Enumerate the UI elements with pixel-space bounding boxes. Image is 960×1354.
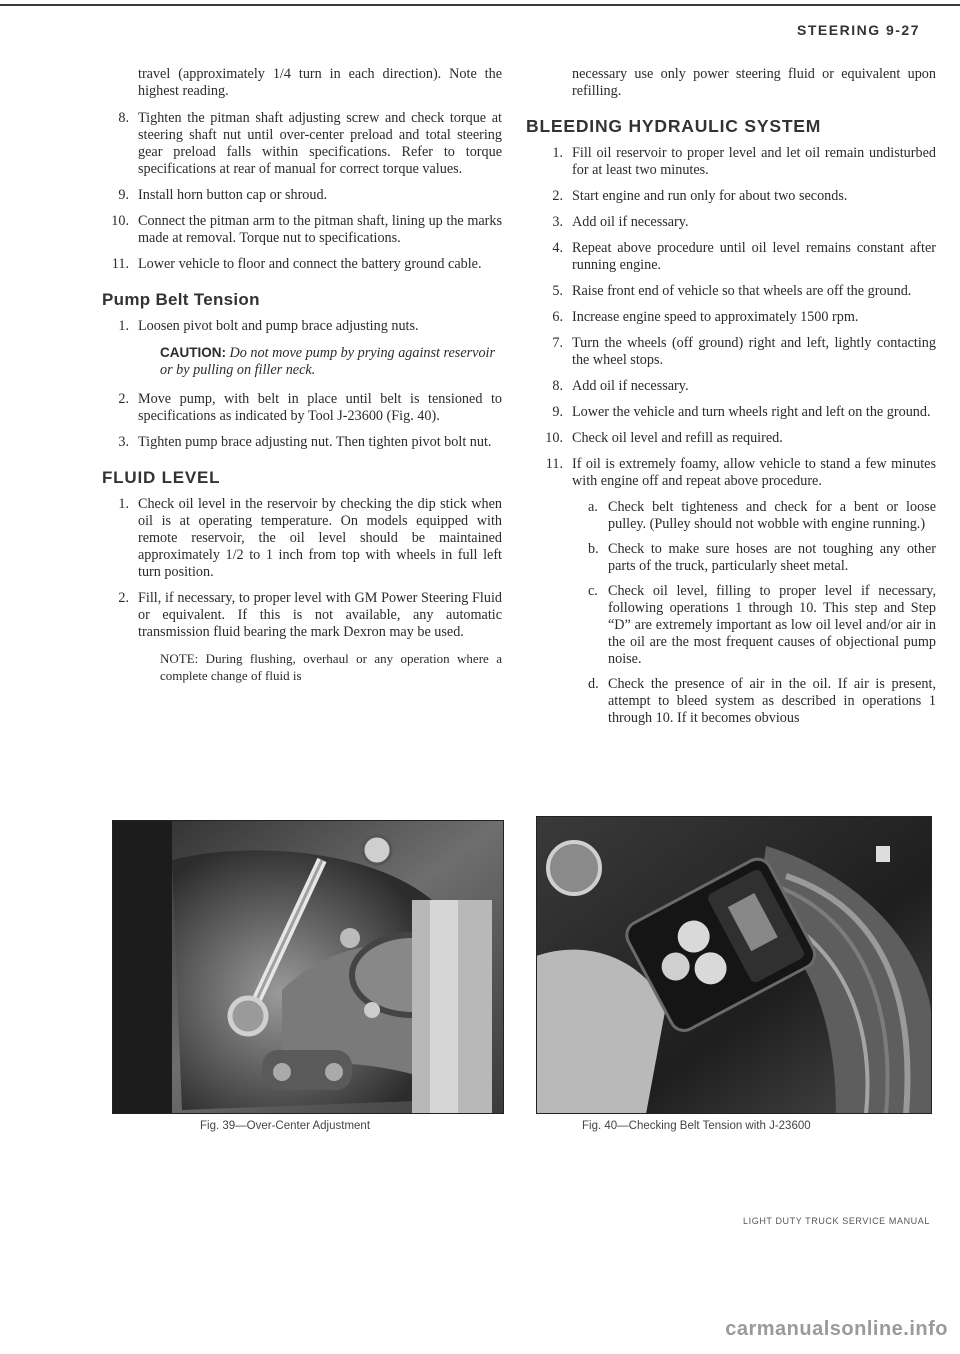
list-item: 10. Check oil level and refill as required. bbox=[545, 430, 783, 446]
list-item: 1. Loosen pivot bolt and pump brace adjusting nuts. bbox=[118, 318, 419, 334]
list-item: 3. Tighten pump brace adjusting nut. Then tighten pivot bolt nut. bbox=[118, 434, 492, 450]
list-item: 8. Tighten the pitman shaft adjusting screw and check torque at steering shaft nut until over-center preload and total steering gear preload falls within specifications. Refer to torque specifications at rear of manual for correct torque values. bbox=[118, 110, 502, 177]
over-center-adjustment-photo bbox=[112, 820, 504, 1114]
section-heading-bleeding: BLEEDING HYDRAULIC SYSTEM bbox=[526, 116, 822, 136]
list-item: 7. Turn the wheels (off ground) right and left, lightly contacting the wheel stops. bbox=[552, 335, 936, 368]
continued-text: travel (approximately 1/4 turn in each direction). Note the highest reading. bbox=[138, 66, 502, 99]
caution-note bbox=[160, 344, 502, 379]
section-heading-fluid-level: FLUID LEVEL bbox=[102, 468, 221, 487]
caution-label: CAUTION: bbox=[160, 345, 226, 360]
right-column bbox=[526, 66, 936, 735]
sub-item: b. Check to make sure hoses are not toughing any other parts of the truck, particularly sheet metal. bbox=[588, 541, 936, 574]
figure-40-caption: Fig. 40—Checking Belt Tension with J-23600 bbox=[582, 1120, 811, 1132]
list-item: 9. Install horn button cap or shroud. bbox=[118, 187, 328, 203]
list-item: 3. Add oil if necessary. bbox=[552, 214, 689, 230]
left-column bbox=[102, 66, 502, 684]
page-header: STEERING 9-27 bbox=[797, 22, 920, 38]
continued-text: necessary use only power steering fluid or equivalent upon refilling. bbox=[572, 66, 936, 99]
sub-item: a. Check belt tighteness and check for a bent or loose pulley. (Pulley should not wobble with engine running.) bbox=[588, 499, 936, 532]
note-text: NOTE: During flushing, overhaul or any operation where a complete change of fluid is bbox=[160, 651, 502, 683]
sub-item: c. Check oil level, filling to proper level if necessary, following operations 1 through 10. This step and Step “D” are extremely important as low oil level and/or air in the oil are the most frequent causes of objectional pump noise. bbox=[588, 583, 936, 667]
figure-39-caption: Fig. 39—Over-Center Adjustment bbox=[200, 1120, 371, 1132]
list-item: 1. Fill oil reservoir to proper level and let oil remain undisturbed for at least two minutes. bbox=[552, 145, 936, 178]
figure-40-photo bbox=[536, 816, 932, 1114]
list-item: 2. Start engine and run only for about two seconds. bbox=[552, 188, 848, 204]
list-item: 9. Lower the vehicle and turn wheels right and left on the ground. bbox=[552, 404, 931, 420]
list-item: 11. Lower vehicle to floor and connect the battery ground cable. bbox=[111, 256, 482, 272]
sub-item: d. Check the presence of air in the oil. If air is present, attempt to bleed system as described in operations 1 through 10. If it becomes obvious bbox=[588, 676, 936, 726]
list-item: 4. Repeat above procedure until oil level remains constant after running engine. bbox=[552, 240, 936, 273]
list-item: 6. Increase engine speed to approximately 1500 rpm. bbox=[552, 309, 859, 325]
section-heading-pump-belt-tension: Pump Belt Tension bbox=[102, 290, 260, 309]
figure-39-photo bbox=[112, 820, 504, 1114]
caution-text: Do not move pump by prying against reservoir or by pulling on filler neck. bbox=[160, 345, 496, 378]
belt-tension-gauge-photo bbox=[536, 816, 932, 1114]
top-rule bbox=[0, 4, 960, 6]
list-item: 1. Check oil level in the reservoir by checking the dip stick when oil is at operating temperature. On models equipped with remote reservoir, the oil level should be maintained approximately 1/2 to 1 inch from top with wheels in full left turn position. bbox=[118, 496, 502, 580]
list-item: 5. Raise front end of vehicle so that wheels are off the ground. bbox=[552, 283, 912, 299]
list-item: 11. If oil is extremely foamy, allow vehicle to stand a few minutes with engine off and repeat above procedure. bbox=[545, 456, 936, 489]
watermark: carmanualsonline.info bbox=[725, 1318, 948, 1340]
list-item: 10. Connect the pitman arm to the pitman shaft, lining up the marks made at removal. Torque nut to specifications. bbox=[111, 213, 502, 246]
list-item: 2. Fill, if necessary, to proper level with GM Power Steering Fluid or equivalent. If this is not available, any automatic transmission fluid bearing the mark Dexron may be used. bbox=[118, 590, 502, 640]
footer-manual-title: LIGHT DUTY TRUCK SERVICE MANUAL bbox=[743, 1216, 930, 1226]
list-item: 8. Add oil if necessary. bbox=[552, 378, 689, 394]
list-item: 2. Move pump, with belt in place until belt is tensioned to specifications as indicated by Tool J-23600 (Fig. 40). bbox=[118, 391, 502, 424]
